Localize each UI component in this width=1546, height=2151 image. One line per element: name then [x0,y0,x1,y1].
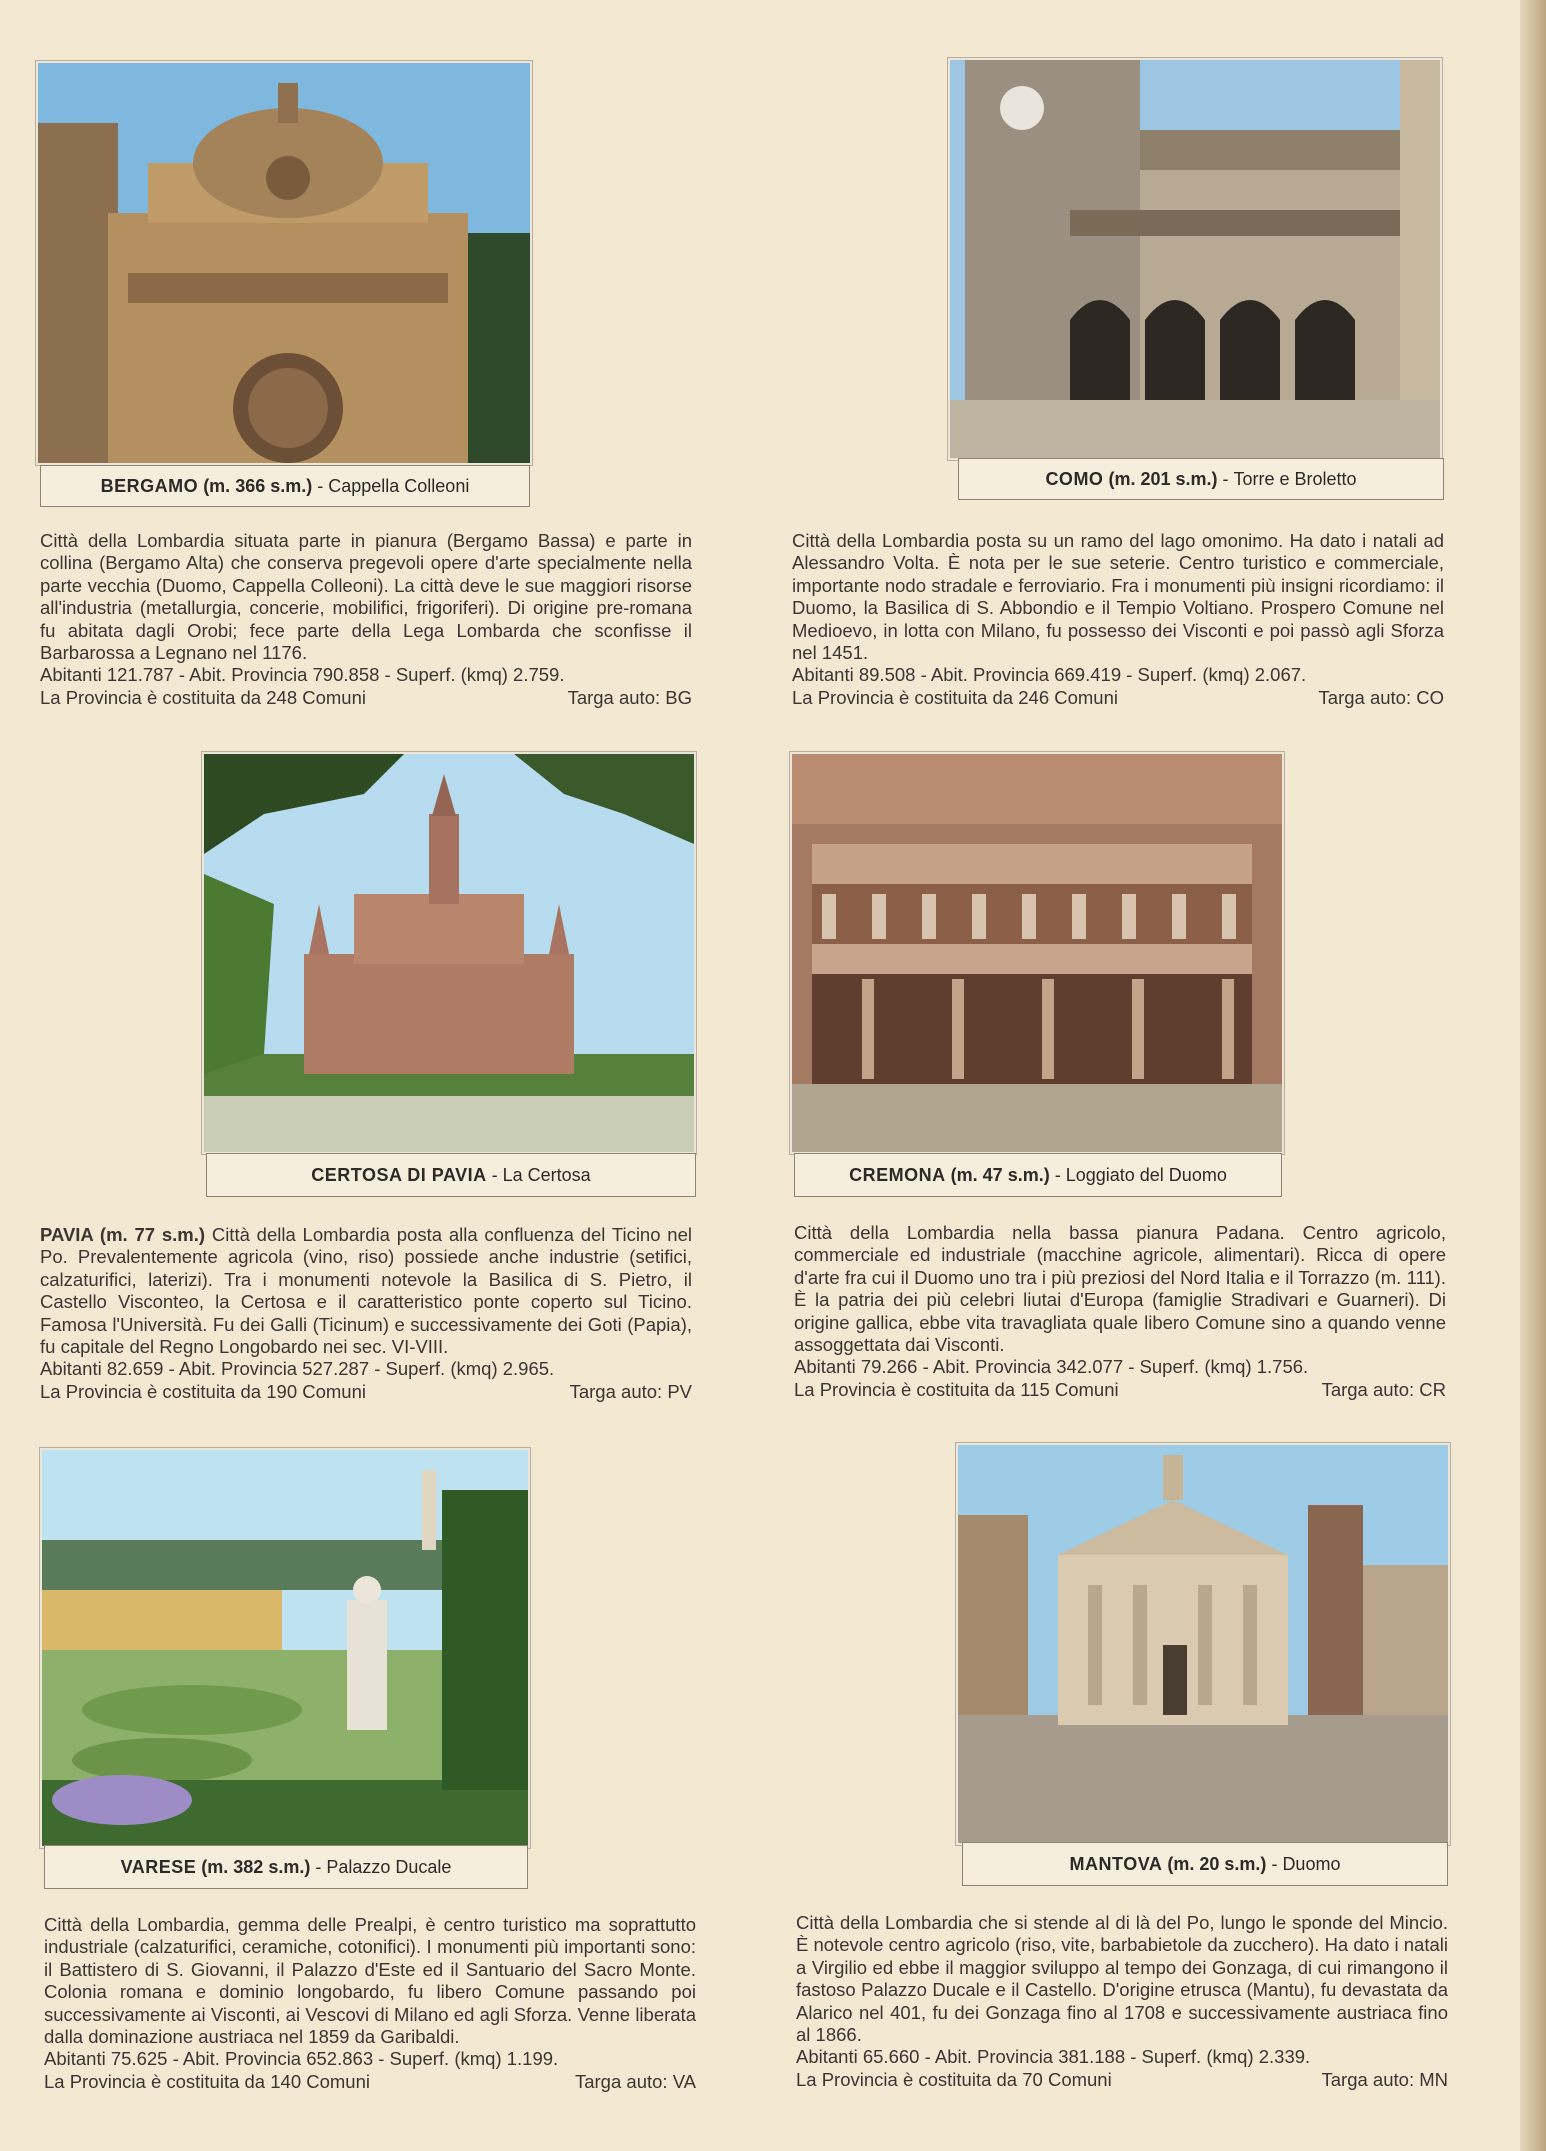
subject: Torre e Broletto [1233,469,1357,489]
description-body: Città della Lombardia posta alla confluenza del Ticino nel Po. Prevalentemente agricola (vino, riso) possiede anche industrie (setifici, calzaturifici, laterizi). Tra i monumenti notevole la Basilica di S. Pietro, il Castello Visconteo, la Certosa e il caratteristico ponte coperto sul Ticino. Famosa l'Università. Fu dei Galli (Ticinum) e successivamente dei Goti (Papia), fu capitale del Regno Longobardo nei sec. VI-VIII. [40,1224,692,1358]
mantova-caption: MANTOVA (m. 20 s.m.) - Duomo [962,1842,1448,1886]
cremona-text [794,1222,1446,1401]
subject: Loggiato del Duomo [1065,1165,1227,1185]
city-name: COMO [1045,469,1104,489]
altitude: (m. 201 s.m.) [1108,469,1218,489]
como-photo [948,58,1442,460]
comuni: La Provincia è costituita da 70 Comuni [796,2068,1112,2090]
stats: Abitanti 65.660 - Abit. Provincia 381.188 - Superf. (kmq) 2.339. [796,2046,1311,2068]
page-edge [1520,0,1546,2151]
bergamo-text [40,530,692,709]
description [40,1224,692,1358]
city-name: BERGAMO [100,476,199,496]
pavia-text [40,1224,692,1403]
comuni-row [792,687,1444,709]
subject: Palazzo Ducale [326,1857,452,1877]
comuni-row [796,2069,1448,2091]
stats: Abitanti 89.508 - Abit. Provincia 669.419 - Superf. (kmq) 2.067. [792,664,1307,686]
stats: Abitanti 79.266 - Abit. Provincia 342.077 - Superf. (kmq) 1.756. [794,1356,1309,1378]
stats: Abitanti 75.625 - Abit. Provincia 652.863 - Superf. (kmq) 1.199. [44,2048,559,2070]
altitude: (m. 382 s.m.) [201,1857,311,1877]
lead: PAVIA (m. 77 s.m.) [40,1224,206,1245]
description: Città della Lombardia posta su un ramo del lago omonimo. Ha dato i natali ad Alessandro Volta. È nota per le sue seterie. Centro turistico e commerciale, importante nodo stradale e ferroviario. Fra i monumenti più insigni ricordiamo: il Duomo, la Basilica di S. Abbondio e il Tempio Voltiano. Prospero Comune nel Medioevo, in lotta con Milano, fu possesso dei Visconti e poi passò agli Sforza nel 1451. [792,530,1444,664]
comuni-row [44,2071,696,2093]
altitude: (m. 20 s.m.) [1167,1854,1267,1874]
comuni: La Provincia è costituita da 246 Comuni [792,686,1118,708]
targa: Targa auto: PV [569,1380,692,1402]
bergamo-photo [36,61,532,465]
subject: Cappella Colleoni [328,476,470,496]
comuni: La Provincia è costituita da 115 Comuni [794,1378,1119,1400]
comuni: La Provincia è costituita da 190 Comuni [40,1380,366,1402]
varese-caption: VARESE (m. 382 s.m.) - Palazzo Ducale [44,1845,528,1889]
como-caption: COMO (m. 201 s.m.) - Torre e Broletto [958,458,1444,500]
stats: Abitanti 121.787 - Abit. Provincia 790.858 - Superf. (kmq) 2.759. [40,664,565,686]
description: Città della Lombardia, gemma delle Prealpi, è centro turistico ma soprattutto industriale (calzaturifici, ceramiche, cotonifici). I monumenti più importanti sono: il Battistero di S. Giovanni, il Palazzo d'Este ed il Santuario del Sacro Monte. Colonia romana e dominio longobardo, fu libero Comune passando poi successivamente ai Visconti, ai Vescovi di Milano ed agli Sforza. Venne liberata dalla dominazione austriaca nel 1859 da Garibaldi. [44,1914,696,2048]
certosa-photo [202,752,696,1154]
stats: Abitanti 82.659 - Abit. Provincia 527.287 - Superf. (kmq) 2.965. [40,1358,555,1380]
mantova-photo [956,1443,1450,1845]
city-name: CERTOSA DI PAVIA [311,1165,487,1185]
targa: Targa auto: BG [567,686,692,708]
altitude: (m. 366 s.m.) [203,476,313,496]
mantova-text [796,1912,1448,2091]
varese-photo [40,1448,530,1848]
city-name: VARESE [120,1857,197,1877]
comuni-row [40,687,692,709]
city-name: CREMONA [849,1165,946,1185]
targa: Targa auto: CO [1318,686,1444,708]
subject: Duomo [1282,1854,1341,1874]
description: Città della Lombardia situata parte in pianura (Bergamo Bassa) e parte in collina (Bergamo Alta) che conserva pregevoli opere d'arte specialmente nella parte vecchia (Duomo, Cappella Colleoni). La città deve le sue maggiori risorse all'industria (metallurgia, concerie, mobilifici, frigoriferi). Di origine pre-romana fu abitata dagli Orobi; fece parte della Lega Lombarda che sconfisse il Barbarossa a Legnano nel 1176. [40,530,692,664]
como-text [792,530,1444,709]
comuni-row [794,1379,1446,1401]
comuni-row [40,1381,692,1403]
targa: Targa auto: MN [1321,2068,1448,2090]
cremona-photo [790,752,1284,1154]
bergamo-caption: BERGAMO (m. 366 s.m.) - Cappella Colleoni [40,465,530,507]
certosa-caption: CERTOSA DI PAVIA - La Certosa [206,1153,696,1197]
varese-text [44,1914,696,2093]
targa: Targa auto: VA [574,2070,696,2092]
cremona-caption: CREMONA (m. 47 s.m.) - Loggiato del Duomo [794,1153,1282,1197]
comuni: La Provincia è costituita da 140 Comuni [44,2070,370,2092]
altitude: (m. 47 s.m.) [950,1165,1050,1185]
comuni: La Provincia è costituita da 248 Comuni [40,686,366,708]
subject: La Certosa [502,1165,591,1185]
city-name: MANTOVA [1069,1854,1163,1874]
targa: Targa auto: CR [1321,1378,1446,1400]
description: Città della Lombardia nella bassa pianura Padana. Centro agricolo, commerciale ed industriale (macchine agricole, alimentari). Ricca di opere d'arte fra cui il Duomo uno tra i più preziosi del Nord Italia e il Torrazzo (m. 111). È la patria dei più celebri liutai d'Europa (famiglie Stradivari e Guarneri). Di origine gallica, ebbe vita travagliata quale libero Comune sino a quando venne assoggettata dai Visconti. [794,1222,1446,1356]
description: Città della Lombardia che si stende al di là del Po, lungo le sponde del Mincio. È notevole centro agricolo (riso, vite, barbabietole da zucchero). Ha dato i natali a Virgilio ed ebbe il maggior sviluppo al tempo dei Gonzaga, di cui rimangono il fastoso Palazzo Ducale e il Castello. D'origine etrusca (Mantu), fu devastata da Alarico nel 401, fu dei Gonzaga fino al 1708 e successivamente austriaca fino al 1866. [796,1912,1448,2046]
